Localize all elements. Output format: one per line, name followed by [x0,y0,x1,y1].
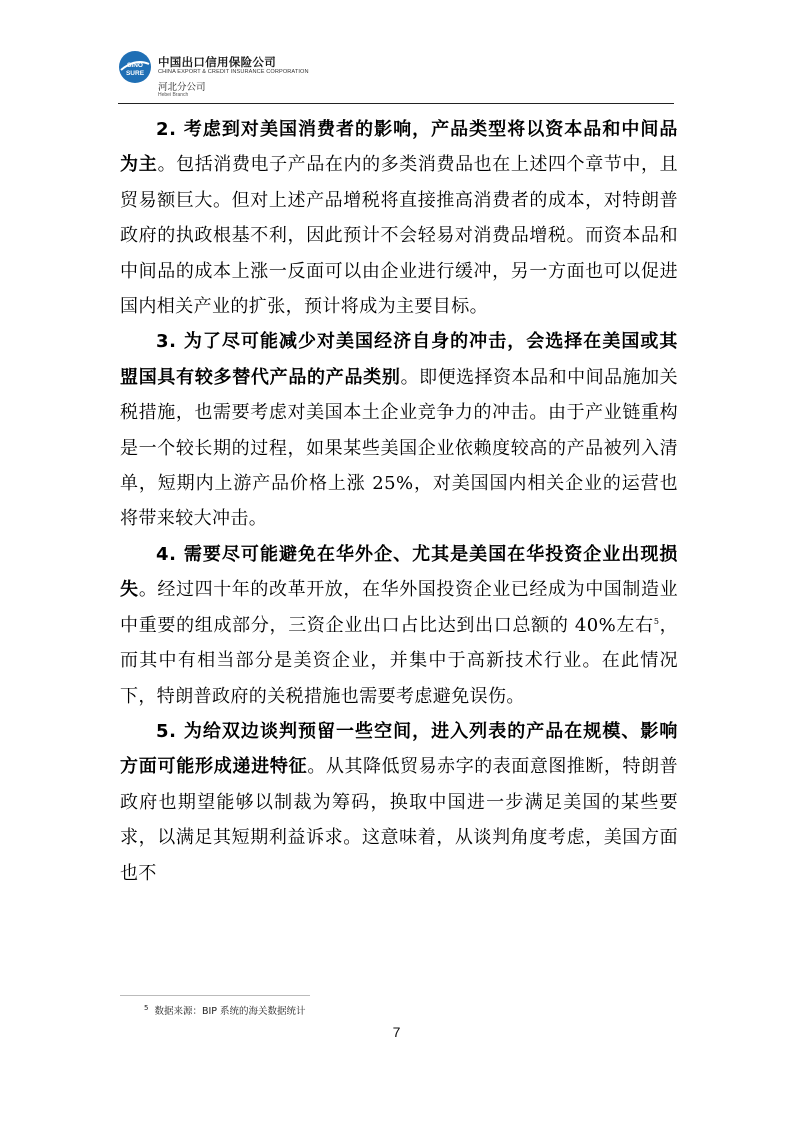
paragraph-text: 。从其降低贸易赤字的表面意图推断，特朗普政府也期望能够以制裁为筹码，换取中国进一步满足美国的某些要求，以满足其短期利益诉求。这意味着，从谈判角度考虑，美国方面也不 [120,756,679,884]
paragraph-point-2 [120,112,678,324]
footnote-reference[interactable]: 5 [653,616,660,626]
footnote-text: 数据来源：BIP 系统的海关数据统计 [154,1006,306,1017]
paragraph-text: 。即便选择资本品和中间品施加关税措施，也需要考虑对美国本土企业竞争力的冲击。由于产业链重构是一个较长期的过程，如果某些美国企业依赖度较高的产品被列入清单，短期内上游产品价格上涨 25%，对美国国内相关企业的运营也将带来较大冲击。 [120,366,679,530]
paragraph-text: 。包括消费电子产品在内的多类消费品也在上述四个章节中，且贸易额巨大。但对上述产品增税将直接推高消费者的成本，对特朗普政府的执政根基不利，因此预计不会轻易对消费品增税。而资本品和中间品的成本上涨一反面可以由企业进行缓冲，另一方面也可以促进国内相关产业的扩张，预计将成为主要目标。 [120,154,678,318]
letterhead [118,48,673,104]
header-divider [118,103,674,104]
branch-name-en: Hebei Branch [158,92,189,98]
company-name-en: CHINA EXPORT & CREDIT INSURANCE CORPORATION [158,69,309,75]
paragraph-text: 。经过四十年的改革开放，在华外国投资企业已经成为中国制造业中重要的组成部分，三资企业出口占比达到出口总额的 40%左右 [120,579,678,636]
sinosure-logo-icon [118,50,152,84]
logo-text-line1: SINO [127,62,143,69]
document-body [120,112,678,891]
logo-text-line2: SURE [125,70,145,77]
paragraph-lead: 3. 为了尽可能减少对美国经济自身的冲击，会选择在美国或其盟国具有较多替代产品的产品类别 [120,331,678,388]
footnote [144,1003,306,1017]
paragraph-point-3 [120,324,678,536]
paragraph-lead: 5. 为给双边谈判预留一些空间，进入列表的产品在规模、影响方面可能形成递进特征 [120,720,678,778]
paragraph-lead: 2. 考虑到对美国消费者的影响，产品类型将以资本品和中间品为主 [120,119,678,176]
company-name-cn: 中国出口信用保险公司 [158,55,276,69]
branch-name-cn: 河北分公司 [158,82,206,93]
paragraph-point-4 [120,537,678,714]
paragraph-point-5 [120,714,678,891]
footnote-divider [120,995,310,996]
paragraph-text-continued: ，而其中有相当部分是美资企业，并集中于高新技术行业。在此情况下，特朗普政府的关税措施也需要考虑避免误伤。 [120,614,679,707]
page-number: 7 [392,1024,401,1040]
paragraph-lead: 4. 需要尽可能避免在华外企、尤其是美国在华投资企业出现损失 [120,543,678,601]
footnote-marker: 5 [144,1003,149,1012]
